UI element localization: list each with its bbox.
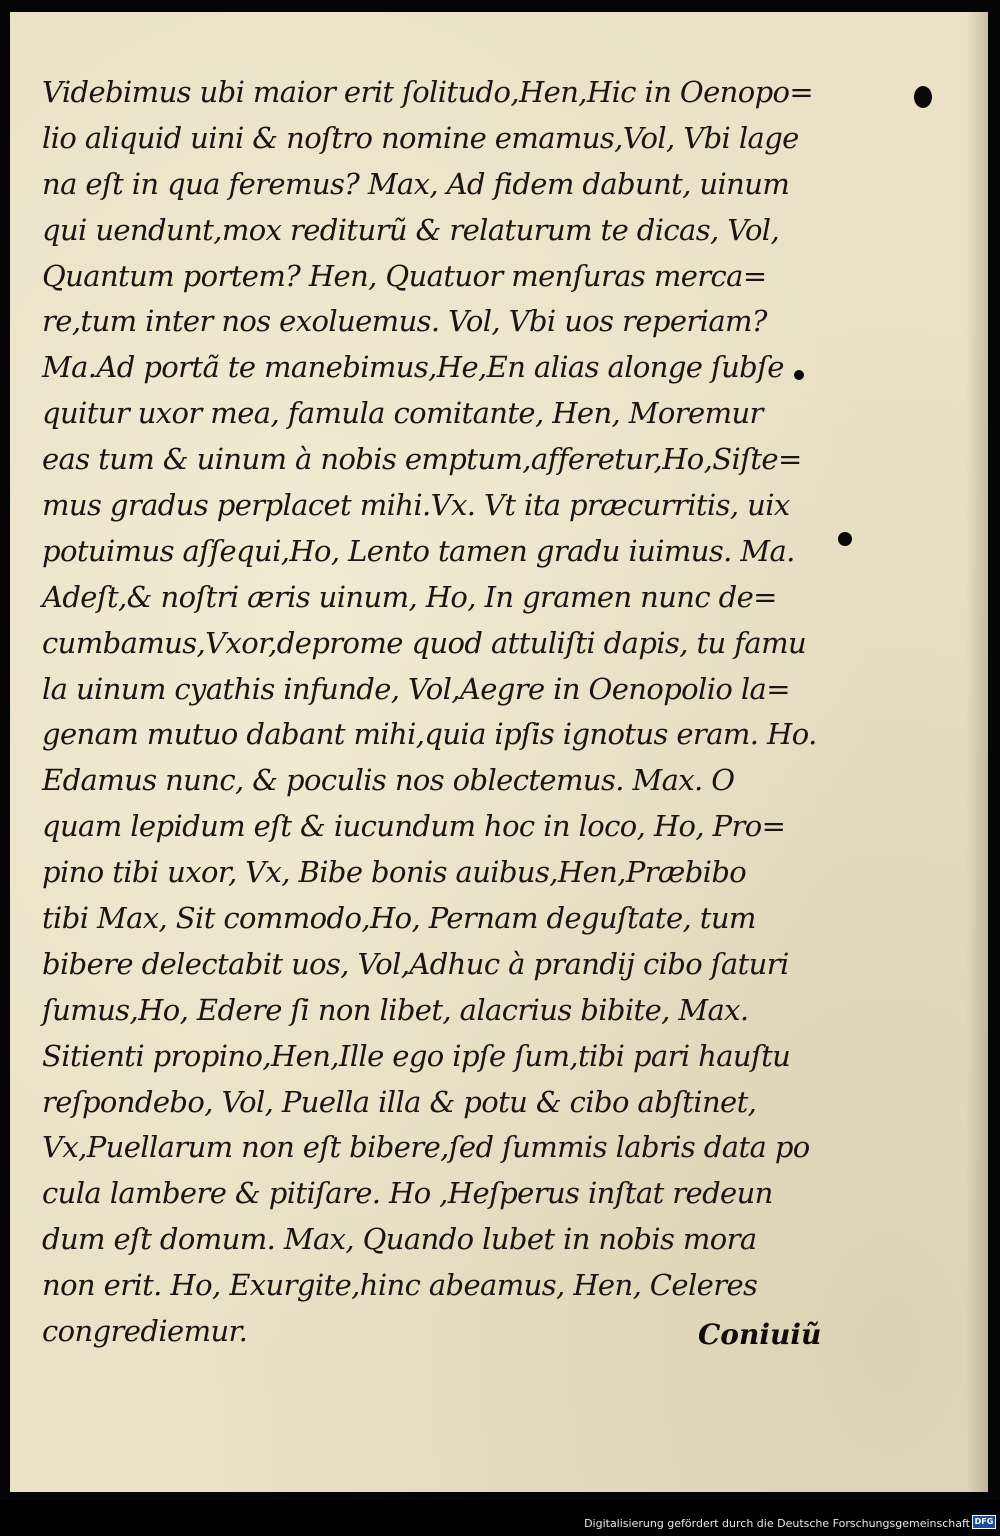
- text-line: Edamus nunc, & poculis nos oblectemus. Max. O: [42, 763, 735, 798]
- text-line: quam lepidum eſt & iucundum hoc in loco, Ho, Pro=: [42, 809, 786, 844]
- text-line: ſumus,Ho, Edere ſi non libet, alacrius bibite, Max.: [42, 992, 749, 1027]
- page-edge-shadow: [966, 12, 988, 1492]
- text-line: bibere delectabit uos, Vol,Adhuc à prandij cibo ſaturi: [42, 946, 789, 981]
- ink-spot: [914, 86, 932, 108]
- text-line: lio aliquid uini & noſtro nomine emamus,Vol, Vbi lage: [42, 120, 799, 155]
- text-line: congrediemur.: [42, 1314, 248, 1349]
- dfg-logo-icon: DFG: [972, 1515, 996, 1529]
- text-line: la uinum cyathis infunde, Vol,Aegre in Oenopolio la=: [42, 671, 790, 706]
- book-page: [10, 12, 988, 1492]
- text-line: cula lambere & pitiſare. Ho ,Heſperus inſtat redeun: [42, 1176, 773, 1211]
- text-line: re,tum inter nos exoluemus. Vol, Vbi uos reperiam?: [42, 304, 767, 339]
- funding-credit: Digitalisierung gefördert durch die Deutsche Forschungsgemeinschaft: [584, 1517, 970, 1530]
- text-line: mus gradus perplacet mihi.Vx. Vt ita præcurritis, uix: [42, 488, 790, 523]
- text-line: pino tibi uxor, Vx, Bibe bonis auibus,Hen,Præbibo: [42, 855, 747, 890]
- text-line: na eſt in qua feremus? Max, Ad fidem dabunt, uinum: [42, 166, 790, 201]
- ink-spot: [794, 370, 804, 380]
- body-text: [42, 70, 817, 1355]
- catchword: Coniuiũ: [698, 1318, 822, 1351]
- text-line: quitur uxor mea, famula comitante, Hen, Moremur: [42, 396, 763, 431]
- text-line: Quantum portem? Hen, Quatuor menſuras merca=: [42, 258, 767, 293]
- text-line: dum eſt domum. Max, Quando lubet in nobis mora: [42, 1222, 757, 1257]
- text-line: Ma.Ad portã te manebimus,He,En alias alonge ſubſe: [42, 350, 784, 385]
- text-line: tibi Max, Sit commodo,Ho, Pernam deguſtate, tum: [42, 901, 756, 936]
- text-line: Sitienti propino,Hen,Ille ego ipſe ſum,tibi pari hauſtu: [42, 1038, 791, 1073]
- text-line: eas tum & uinum à nobis emptum,afferetur,Ho,Siſte=: [42, 442, 802, 477]
- text-line: genam mutuo dabant mihi,quia ipſis ignotus eram. Ho.: [42, 717, 817, 752]
- text-line: Adeſt,& noſtri æris uinum, Ho, In gramen nunc de=: [42, 579, 777, 614]
- text-line: cumbamus,Vxor,deprome quod attuliſti dapis, tu famu: [42, 625, 807, 660]
- text-line: qui uendunt,mox rediturũ & relaturum te dicas, Vol,: [42, 212, 780, 247]
- ink-spot: [838, 532, 852, 546]
- text-line: potuimus aſſequi,Ho, Lento tamen gradu iuimus. Ma.: [42, 533, 795, 568]
- text-line: Videbimus ubi maior erit ſolitudo,Hen,Hic in Oenopo=: [42, 75, 814, 109]
- text-line: non erit. Ho, Exurgite,hinc abeamus, Hen, Celeres: [42, 1268, 758, 1303]
- footer-bar: [0, 1500, 1000, 1536]
- text-line: reſpondebo, Vol, Puella illa & potu & cibo abſtinet,: [42, 1084, 757, 1119]
- text-line: Vx,Puellarum non eſt bibere,ſed ſummis labris data po: [42, 1130, 810, 1165]
